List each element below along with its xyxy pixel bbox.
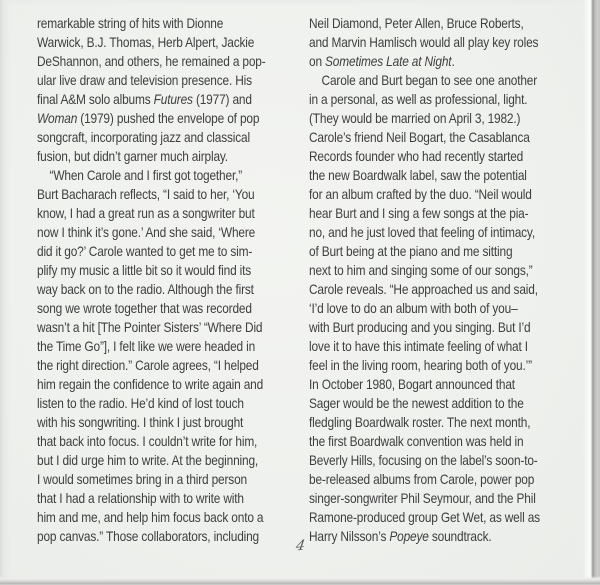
text-line: wasn’t a hit [The Pointer Sisters’ “Where Did [37,319,263,335]
text-line: Neil Diamond, Peter Allen, Bruce Roberts, [309,15,524,31]
text-line: now I think it’s gone.’ And she said, ‘Where [37,224,256,240]
scan-edge-left [0,0,10,585]
text-line: of Burt being at the piano and me sitting [309,243,513,259]
text-line: Harry Nilsson’s Popeye soundtrack. [309,528,492,544]
text-line: Warwick, B.J. Thomas, Herb Alpert, Jackie [37,34,255,50]
text-line: ular live draw and television presence. His [37,72,252,88]
text-line: the first Boardwalk convention was held in [309,433,524,449]
text-line: I would sometimes bring in a third person [37,471,247,487]
text-line: ‘I’d love to do an album with both of you– [309,300,518,316]
text-line: know, I had a great run as a songwriter but [37,205,255,221]
text-line: for an album crafted by the duo. “Neil would [309,186,532,202]
text-column-right [309,14,566,546]
text-line: that I had a relationship with to write with [37,490,244,506]
text-column-left [37,14,294,546]
text-line: next to him and singing some of our songs,” [309,262,533,278]
text-line: him regain the confidence to write again and [37,376,264,392]
text-line: plify my music a little bit so it would find its [37,262,252,278]
text-line: the Time Go”], I felt like we were headed in [37,338,256,354]
text-line: Sager would be the newest addition to the [309,395,524,411]
text-line: fledgling Boardwalk roster. The next month, [309,414,531,430]
text-line: feel in the living room, hearing both of you.’” [309,357,532,373]
text-line: Ramone-produced group Get Wet, as well as [309,509,540,525]
text-line: and Marvin Hamlisch would all play key roles [309,34,539,50]
text-line: him and me, and help him focus back onto a [37,509,264,525]
page-number: 4 [294,537,307,555]
text-line: listen to the radio. He’d kind of lost touch [37,395,244,411]
text-line: on Sometimes Late at Night. [309,53,455,69]
text-line: “When Carole and I first got together,” [37,167,243,183]
text-line: Carole’s friend Neil Bogart, the Casablanca [309,129,530,145]
text-line: with Burt producing and you singing. But I’d [309,319,531,335]
text-line: Burt Bacharach reflects, “I said to her, ‘You [37,186,255,202]
text-line: the right direction.” Carole agrees, “I helped [37,357,259,373]
text-line: Beverly Hills, focusing on the label’s soon-to- [309,452,538,468]
text-line: the new Boardwalk label, saw the potential [309,167,527,183]
text-line: In October 1980, Bogart announced that [309,376,515,392]
text-line: with his songwriting. I think I just brought [37,414,244,430]
text-line: but I did urge him to write. At the beginning, [37,452,259,468]
text-line: pop canvas.” Those collaborators, including [37,528,260,544]
text-line: DeShannon, and others, he remained a pop- [37,53,266,69]
text-line: be-released albums from Carole, power pop [309,471,535,487]
text-line: song we wrote together that was recorded [37,300,252,316]
text-line: in a personal, as well as professional, light. [309,91,528,107]
text-line: fusion, but didn’t garner much airplay. [37,148,228,164]
text-line: (They would be married on April 3, 1982.) [309,110,521,126]
text-line: did it go?’ Carole wanted to get me to sim- [37,243,253,259]
scan-edge-bottom [0,576,600,585]
text-line: Records founder who had recently started [309,148,524,164]
text-line: songcraft, incorporating jazz and classical [37,129,250,145]
text-line: Carole reveals. “He approached us and said, [309,281,538,297]
text-line: remarkable string of hits with Dionne [37,15,224,31]
scan-edge-top [0,0,600,6]
text-line: love it to have this intimate feeling of what I [309,338,528,354]
text-line: no, and he just loved that feeling of intimacy, [309,224,535,240]
text-line: Woman (1979) pushed the envelope of pop [37,110,260,126]
text-line: that back into focus. I couldn’t write for him, [37,433,258,449]
text-line: singer-songwriter Phil Seymour, and the Phil [309,490,536,506]
text-line: final A&M solo albums Futures (1977) and [37,91,252,107]
text-line: hear Burt and I sing a few songs at the pia- [309,205,529,221]
scan-edge-right [583,0,600,585]
text-line: Carole and Burt began to see one another [309,72,538,88]
text-line: way back on to the radio. Although the first [37,281,254,297]
